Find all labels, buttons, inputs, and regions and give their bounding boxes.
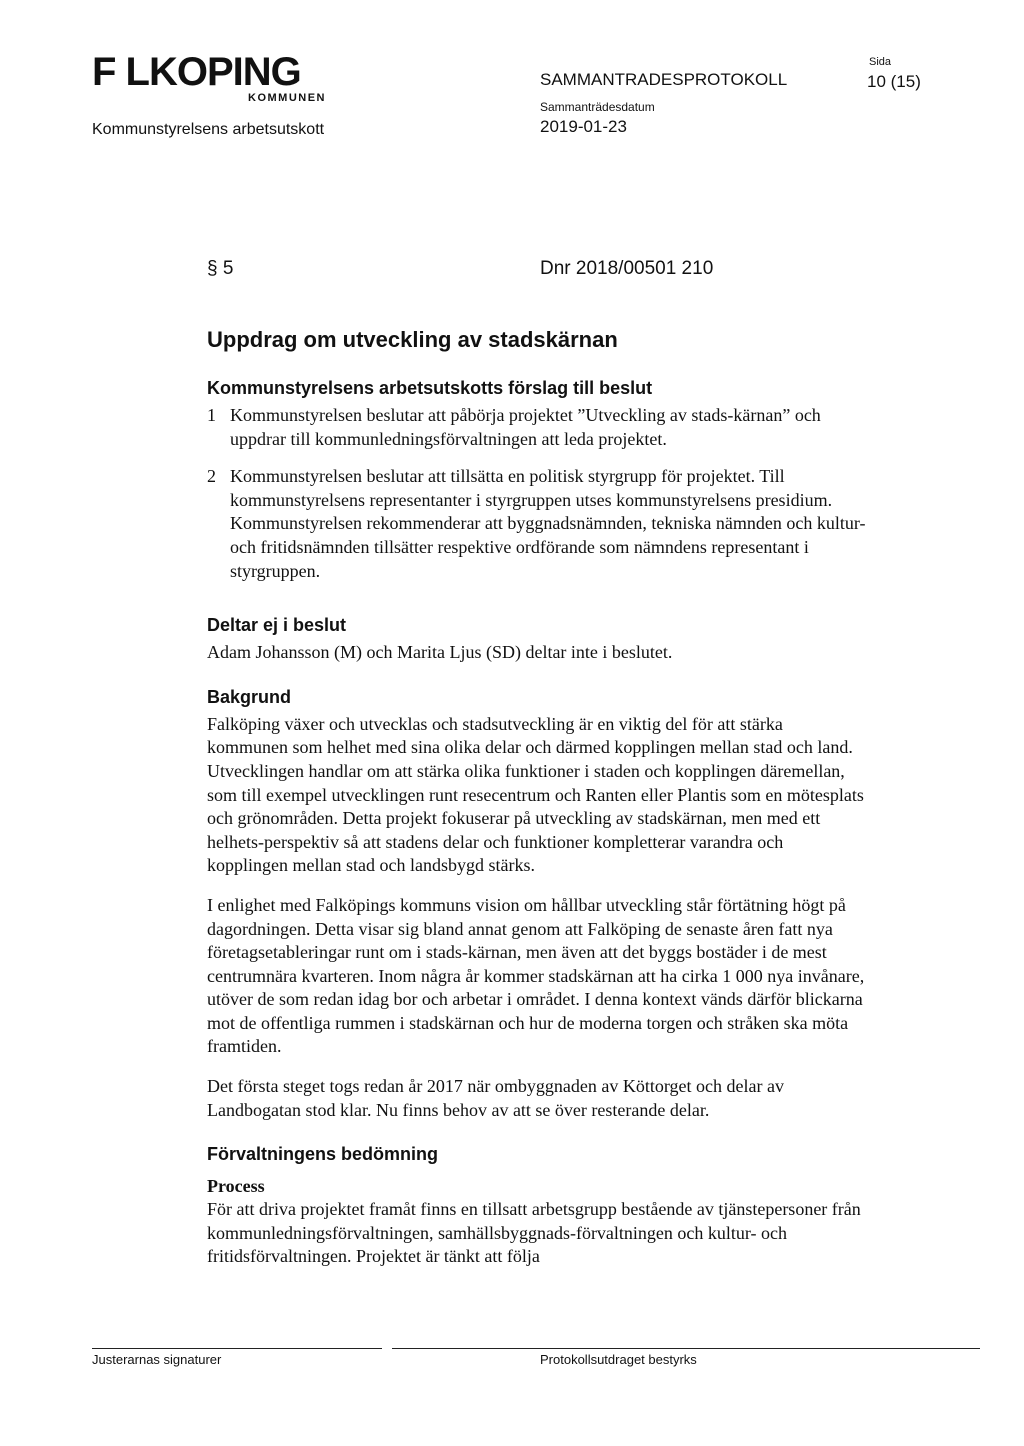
proposal-item-text: Kommunstyrelsen beslutar att påbörja projektet ”Utveckling av stads-kärnan” och uppdrar till kommunledningsförvaltningen att leda projektet. — [230, 405, 821, 449]
paragraph-number: § 5 — [207, 258, 234, 279]
diary-number: Dnr 2018/00501 210 — [540, 258, 714, 279]
proposal-item-2 — [207, 465, 867, 583]
meeting-date: 2019-01-23 — [540, 117, 627, 136]
not-participating-text: Adam Johansson (M) och Marita Ljus (SD) deltar inte i beslutet. — [207, 642, 673, 663]
page-number: 10 (15) — [867, 72, 921, 91]
not-participating-heading: Deltar ej i beslut — [207, 615, 347, 636]
proposal-item-number: 2 — [207, 466, 216, 487]
logo: F LKOPING — [92, 50, 301, 94]
background-paragraph-2: I enlighet med Falköpings kommuns vision om hållbar utveckling står förtätning högt på dagordningen. Detta visar sig bland annat genom att Falköping de senaste åren fatt nya företagsetableringar runt om i stads-kärnan, men även att det byggs bostäder i de mest centrumnära kvarteren. Inom några år kommer stadskärnan att ha cirka 1 000 nya invånare, utöver de som redan idag bor och arbetar i området. I denna kontext vänds därför blickarna mot de offentliga rummen i stadskärnan och hur de moderna torgen och stråken ska möta framtiden. — [207, 894, 865, 1057]
assessment-heading: Förvaltningens bedömning — [207, 1144, 439, 1165]
signatures-label: Justerarnas signaturer — [92, 1352, 222, 1367]
page-label: Sida — [869, 56, 892, 68]
background-heading: Bakgrund — [207, 686, 292, 707]
signature-line-left — [92, 1348, 382, 1349]
signature-line-right — [392, 1348, 980, 1349]
protocol-title: SAMMANTRADESPROTOKOLL — [540, 70, 788, 89]
document-body — [207, 326, 867, 1269]
proposal-item-text: Kommunstyrelsen beslutar att tillsätta en politisk styrgrupp för projektet. Till kommunstyrelsens representanter i styrgruppen utses kommunstyrelsens presidium. Kommunstyrelsen rekommenderar att byggnadsnämnden, tekniska nämnden och kultur- och fritidsnämnden tillsätter respektive ordförande som nämndens representant i styrgruppen. — [230, 466, 866, 581]
unit-name: Kommunstyrelsens arbetsutskott — [92, 121, 325, 138]
process-subheading: Process — [207, 1176, 265, 1197]
proposal-item-1 — [207, 404, 867, 451]
proposal-item-number: 1 — [207, 405, 216, 425]
section-title: Uppdrag om utveckling av stadskärnan — [207, 327, 618, 352]
background-paragraph-3: Det första steget togs redan år 2017 när ombyggnaden av Köttorget och delar av Landbogatan stod klar. Nu finns behov av att se över resterande delar. — [207, 1076, 784, 1120]
background-paragraph-1: Falköping växer och utvecklas och stadsutveckling är en viktig del för att stärka kommunen som helhet med sina olika delar och därmed kopplingen mellan stad och land. Utvecklingen handlar om att stärka olika funktioner i staden och kopplingen däremellan, som till exempel utvecklingen runt resecentrum och Ranten eller Plantis som en mötesplats och grönområden. Detta projekt fokuserar på utveckling av stadskärnan, men med ett helhets-perspektiv så att stadens delar och funktioner kompletterar varandra och kopplingen mellan stad och landsbygd stärks. — [207, 713, 864, 876]
proposal-heading: Kommunstyrelsens arbetsutskotts förslag till beslut — [207, 378, 653, 398]
date-label: Sammanträdesdatum — [540, 100, 655, 114]
assessment-text: För att driva projektet framåt finns en tillsatt arbetsgrupp bestående av tjänstepersoner från kommunledningsförvaltningen, samhällsbyggnads-förvaltningen och kultur- och fritidsförvaltningen. Projektet är tänkt att följa — [207, 1199, 861, 1267]
certification-label: Protokollsutdraget bestyrks — [540, 1352, 697, 1367]
logo-subtext: KOMMUNEN — [248, 92, 326, 104]
